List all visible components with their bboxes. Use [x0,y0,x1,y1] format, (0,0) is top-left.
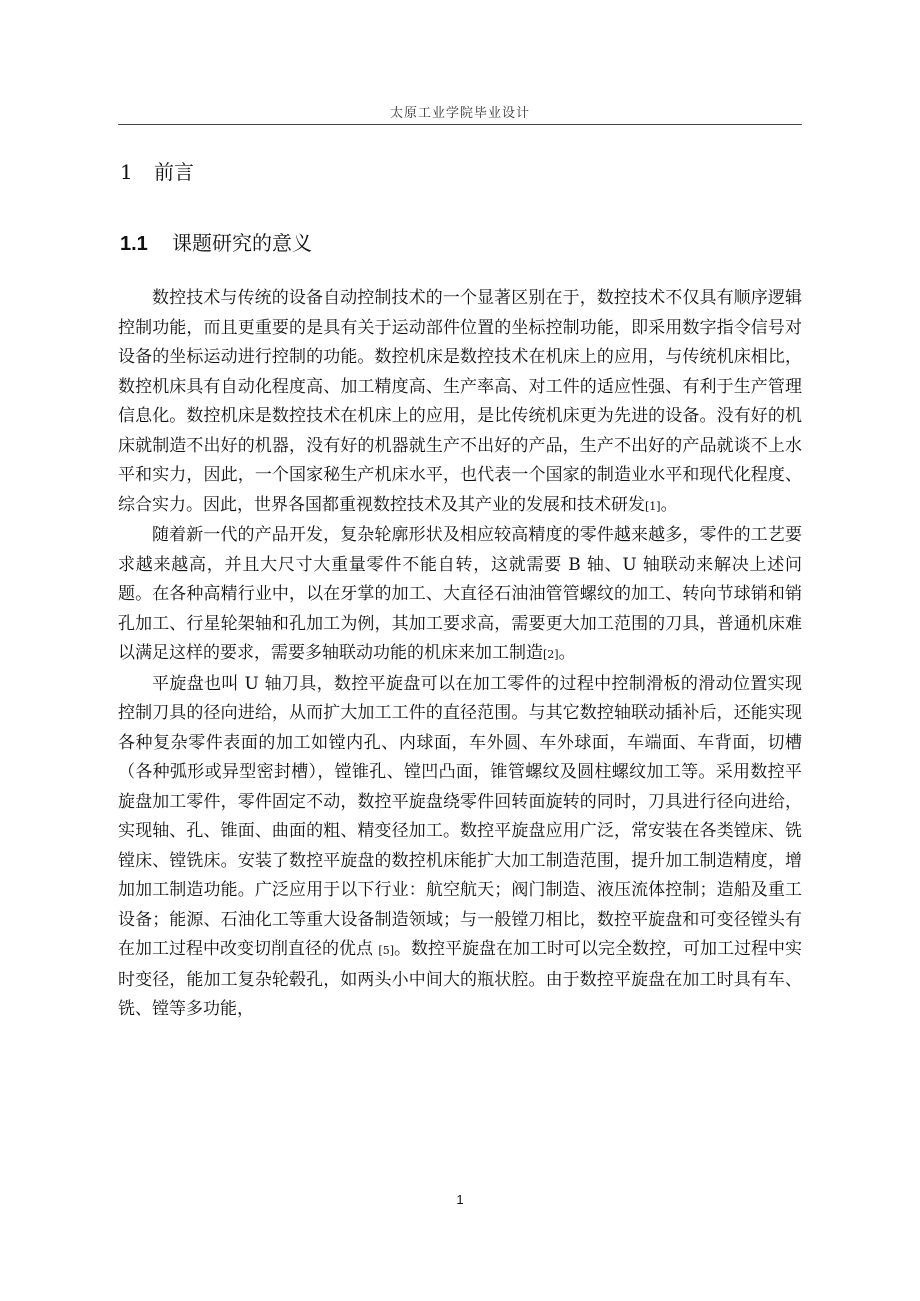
paragraph-text: 数控技术与传统的设备自动控制技术的一个显著区别在于，数控技术不仅具有顺序逻辑控制功能，而且更重要的是具有关于运动部件位置的坐标控制功能，即采用数字指令信号对设备的坐标运动进行控制的功能。数控机床是数控技术在机床上的应用，与传统机床相比，数控机床具有自动化程度高、加工精度高、生产率高、对工件的适应性强、有利于生产管理信息化。数控机床是数控技术在机床上的应用，是比传统机床更为先进的设备。没有好的机床就制造不出好的机器，没有好的机器就生产不出好的产品，生产不出好的产品就谈不上水平和实力，因此，一个国家秘生产机床水平，也代表一个国家的制造业水平和现代化程度、综合实力。因此，世界各国都重视数控技术及其产业的发展和技术研发 [118,288,802,515]
body-text [118,284,802,1025]
paragraph-tail: 。 [558,643,576,663]
paragraph-text: 随着新一代的产品开发，复杂轮廓形状及相应较高精度的零件越来越多，零件的工艺要求越来越高，并且大尺寸大重量零件不能自转，这就需要 B 轴、U 轴联动来解决上述问题。在各种高精行业中，以在牙掌的加工、大直径石油油管管螺纹的加工、转向节球销和销孔加工、行星轮架轴和孔加工为例，其加工要求高，需要更大加工范围的刀具，普通机床难以满足这样的要求，需要多轴联动功能的机床来加工制造 [118,525,802,663]
paragraph-tail: 。 [660,494,678,515]
section-number: 1.1 [120,233,148,255]
citation: [2] [543,648,559,661]
paragraph [118,670,802,1025]
section-title [120,227,312,256]
paragraph [118,521,802,670]
chapter-number: 1 [120,160,133,184]
page-header: 太原工业学院毕业设计 [389,106,530,121]
page-number: 1 [456,1192,464,1207]
citation: [1] [645,499,661,513]
chapter-title [120,156,194,185]
header-rule [118,124,802,125]
citation: [5] [378,944,394,957]
section-title-text: 课题研究的意义 [172,231,312,255]
paragraph-text: 平旋盘也叫 U 轴刀具，数控平旋盘可以在加工零件的过程中控制滑板的滑动位置实现控制刀具的径向进给，从而扩大加工工件的直径范围。与其它数控轴联动插补后，还能实现各种复杂零件表面的加工如镗内孔、内球面，车外圆、车外球面，车端面、车背面，切槽（各种弧形或异型密封槽），镗锥孔、镗凹凸面，锥管螺纹及圆柱螺纹加工等。采用数控平旋盘加工零件，零件固定不动，数控平旋盘绕零件回转面旋转的同时，刀具进行径向进给，实现轴、孔、锥面、曲面的粗、精变径加工。数控平旋盘应用广泛，常安装在各类镗床、铣镗床、镗铣床。安装了数控平旋盘的数控机床能扩大加工制造范围，提升加工制造精度，增加加工制造功能。广泛应用于以下行业：航空航天；阀门制造、液压流体控制；造船及重工设备；能源、石油化工等重大设备制造领域；与一般镗刀相比，数控平旋盘和可变径镗头有在加工过程中改变切削直径的优点 [118,673,802,959]
chapter-title-text: 前言 [154,160,194,184]
paragraph-tail: 。数控平旋盘在加工时可以完全数控，可加工过程中实时变径，能加工复杂轮毂孔，如两头小中间大的瓶状腔。由于数控平旋盘在加工时具有车、铣、镗等多功能， [118,939,802,1019]
paragraph [118,284,802,521]
